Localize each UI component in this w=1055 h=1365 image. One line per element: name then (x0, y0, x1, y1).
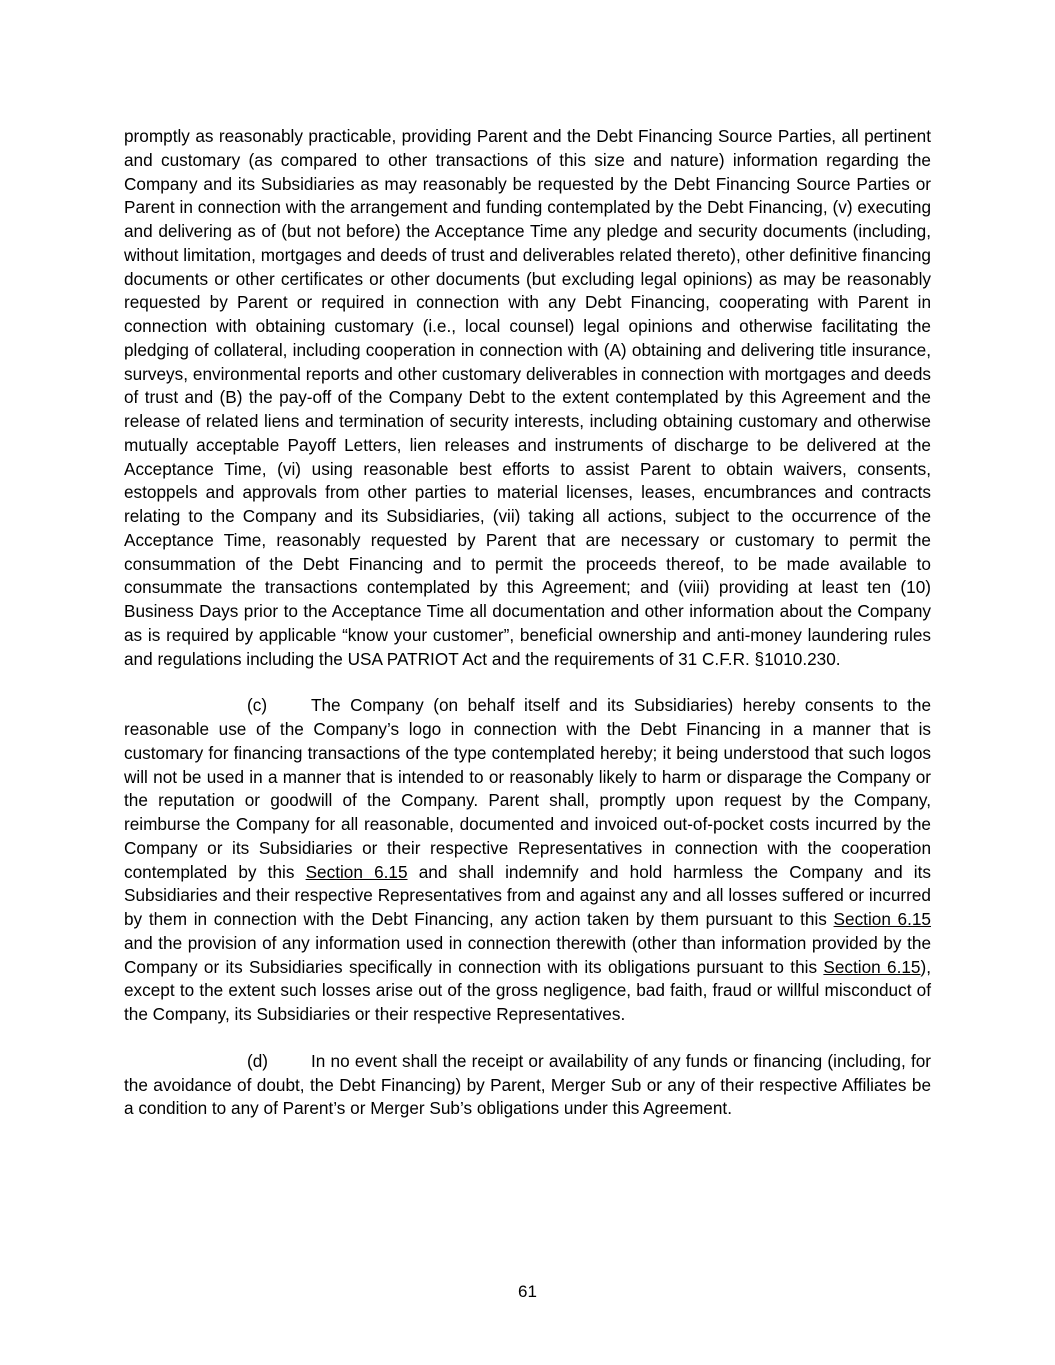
paragraph-d-label: (d) (247, 1050, 269, 1071)
page-number: 61 (518, 1282, 537, 1301)
paragraph-d-text: In no event shall the receipt or availability of any funds or financing (including, for the avoidance of doubt, the Debt Financing) by Parent, Merger Sub or any of their respective Affiliates be a condition to any of Parent’s or Merger Sub’s obligations under this Agreement. (124, 1050, 931, 1119)
section-reference-link: Section 6.15 (305, 861, 408, 882)
section-reference-link: Section 6.15 (833, 909, 931, 929)
paragraph-c (124, 694, 931, 1027)
section-reference-link: Section 6.15 (823, 956, 921, 977)
paragraph-d (124, 1050, 931, 1121)
paragraph-c-label: (c) (247, 695, 268, 716)
paragraph-c-text-1: The Company (on behalf itself and its Subsidiaries) hereby consents to the reasonable use of the Company’s logo in connection with the Debt Financing in a manner that is customary for financing transactions of the type contemplated hereby; it being understood that such logos will not be used in a manner that is intended to or reasonably likely to harm or disparage the Company or the reputation or goodwill of the Company. Parent shall, promptly upon request by the Company, reimburse the Company for all reasonable, documented and invoiced out-of-pocket costs incurred by the Company or its Subsidiaries or their respective Representatives in connection with the cooperation contemplated by this (124, 695, 931, 882)
paragraph-b-continued: promptly as reasonably practicable, providing Parent and the Debt Financing Source Parties, all pertinent and customary (as compared to other transactions of this size and nature) information regarding the Company and its Subsidiaries as may reasonably be requested by the Debt Financing Source Parties or Parent in connection with the arrangement and funding contemplated by the Debt Financing, (v) executing and delivering as of (but not before) the Acceptance Time any pledge and security documents (including, without limitation, mortgages and deeds of trust and deliverables related thereto), other definitive financing documents or other certificates or other documents (but excluding legal opinions) as may be reasonably requested by Parent or required in connection with any Debt Financing, cooperating with Parent in connection with obtaining customary (i.e., local counsel) legal opinions and otherwise facilitating the pledging of collateral, including cooperation in connection with (A) obtaining and delivering title insurance, surveys, environmental reports and other customary deliverables in connection with mortgages and deeds of trust and (B) the pay-off of the Company Debt to the extent contemplated by this Agreement and the release of related liens and termination of security interests, including obtaining customary and otherwise mutually acceptable Payoff Letters, lien releases and instruments of discharge to be delivered at the Acceptance Time, (vi) using reasonable best efforts to assist Parent to obtain waivers, consents, estoppels and approvals from other parties to material licenses, leases, encumbrances and contracts relating to the Company and its Subsidiaries, (vii) taking all actions, subject to the occurrence of the Acceptance Time, reasonably requested by Parent that are necessary or customary to permit the consummation of the Debt Financing and to permit the proceeds thereof, to be made available to consummate the transactions contemplated by this Agreement; and (viii) providing at least ten (10) Business Days prior to the Acceptance Time all documentation and other information about the Company as is required by applicable “know your customer”, beneficial ownership and anti-money laundering rules and regulations including the USA PATRIOT Act and the requirements of 31 C.F.R. §1010.230. (124, 126, 931, 669)
paragraph-c-text-4: ), except to the extent such losses arise out of the gross negligence, bad faith, fraud or willful misconduct of the Company, its Subsidiaries or their respective Representatives. (124, 956, 931, 1024)
paragraph-c-text-3: and the provision of any information used in connection therewith (other than information provided by the Company or its Subsidiaries specifically in connection with its obligations pursuant to this (124, 932, 931, 977)
paragraph-c-text-2: and shall indemnify and hold harmless the Company and its Subsidiaries and their respective Representatives from and against any and all losses suffered or incurred by them in connection with the Debt Financing, any action taken by them pursuant to this (124, 861, 931, 929)
document-body (124, 125, 931, 1121)
